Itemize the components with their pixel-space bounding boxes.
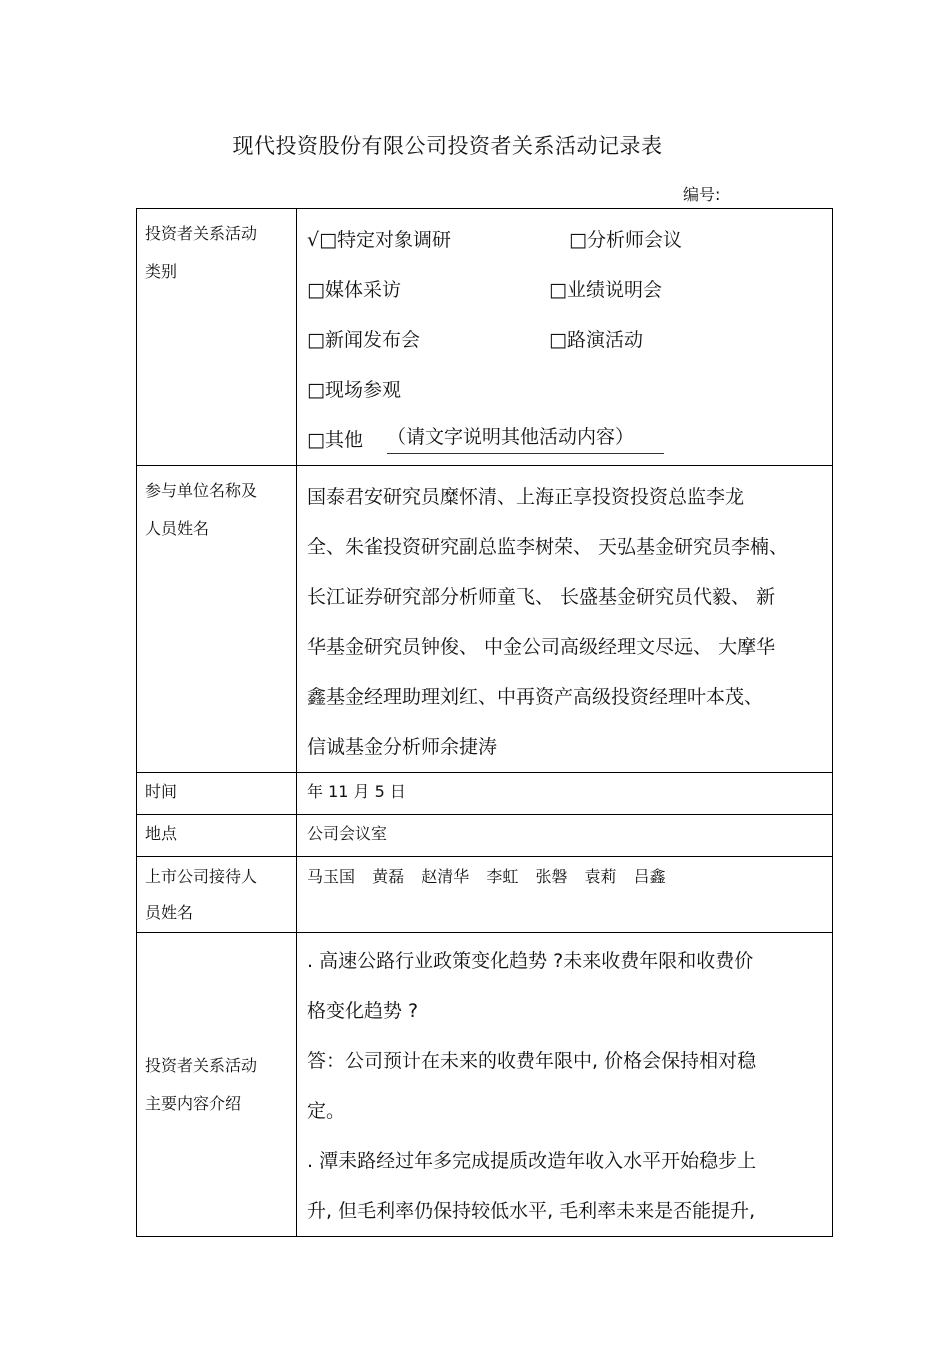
option-row	[307, 415, 832, 465]
label-time: 时间	[137, 773, 297, 815]
staff-name: 袁莉	[584, 867, 617, 886]
option-other[interactable]: □其他	[307, 429, 363, 451]
label-line: 员姓名	[145, 903, 194, 922]
option-site-visit[interactable]: □现场参观	[307, 379, 401, 401]
label-line: 人员姓名	[145, 519, 210, 538]
option-row	[307, 215, 832, 265]
label-staff	[137, 857, 297, 933]
option-row	[307, 265, 832, 315]
doc-number-label: 编号:	[683, 185, 721, 204]
participants-line: 信诚基金分析师余捷涛	[307, 736, 498, 758]
content-line: 定。	[307, 1100, 346, 1122]
label-line: 投资者关系活动	[145, 1055, 258, 1075]
content-line: 格变化趋势 ?	[307, 1000, 419, 1022]
location-value: 公司会议室	[297, 815, 833, 857]
label-line: 投资者关系活动	[145, 224, 258, 243]
document-title: 现代投资股份有限公司投资者关系活动记录表	[232, 134, 663, 158]
participants-line: 长江证券研究部分析师童飞、 长盛基金研究员代毅、 新	[307, 586, 776, 608]
label-location: 地点	[137, 815, 297, 857]
staff-names	[297, 857, 833, 933]
row-main-content	[137, 933, 833, 1237]
time-value: 年 11 月 5 日	[297, 773, 833, 815]
main-content-value	[297, 933, 833, 1237]
record-table	[136, 208, 833, 1237]
label-line: 上市公司接待人	[145, 867, 258, 886]
option-roadshow[interactable]: □路演活动	[549, 329, 643, 351]
label-line: 类别	[145, 262, 178, 281]
participants-line: 华基金研究员钟俊、 中金公司高级经理文尽远、 大摩华	[307, 636, 776, 658]
staff-name: 黄磊	[372, 867, 405, 886]
row-location	[137, 815, 833, 857]
option-press-conference[interactable]: □新闻发布会	[307, 329, 420, 351]
label-main-content	[137, 933, 297, 1237]
option-row	[307, 365, 832, 415]
row-activity-type	[137, 209, 833, 466]
content-line: 答：公司预计在未来的收费年限中, 价格会保持相对稳	[307, 1050, 757, 1072]
participants-line: 鑫基金经理助理刘红、中再资产高级投资经理叶本茂、	[307, 686, 764, 708]
staff-name: 赵清华	[421, 867, 470, 886]
content-line: . 高速公路行业政策变化趋势 ?未来收费年限和收费价	[307, 950, 754, 972]
row-participants	[137, 466, 833, 773]
content-line: 升, 但毛利率仍保持较低水平, 毛利率未来是否能提升,	[307, 1200, 756, 1222]
option-specific-research[interactable]: √□特定对象调研	[307, 229, 452, 251]
option-row	[307, 315, 832, 365]
option-media-interview[interactable]: □媒体采访	[307, 279, 401, 301]
content-line: . 潭耒路经过年多完成提质改造年收入水平开始稳步上	[307, 1150, 757, 1172]
row-time	[137, 773, 833, 815]
label-activity-type	[137, 209, 297, 466]
staff-name: 吕鑫	[633, 867, 666, 886]
row-staff	[137, 857, 833, 933]
participants-value	[297, 466, 833, 773]
staff-name: 张磐	[535, 867, 568, 886]
other-description-field[interactable]: （请文字说明其他活动内容）	[387, 423, 664, 454]
label-line: 参与单位名称及	[145, 481, 258, 500]
staff-name: 李虹	[486, 867, 519, 886]
label-participants	[137, 466, 297, 773]
participants-line: 全、朱雀投资研究副总监李树荣、 天弘基金研究员李楠、	[307, 536, 789, 558]
staff-name: 马玉国	[307, 867, 356, 886]
activity-type-options	[297, 209, 833, 466]
label-line: 主要内容介绍	[145, 1093, 242, 1113]
option-earnings-briefing[interactable]: □业绩说明会	[549, 279, 662, 301]
option-analyst-meeting[interactable]: □分析师会议	[569, 229, 682, 251]
participants-line: 国泰君安研究员糜怀清、上海正享投资投资总监李龙	[307, 486, 745, 508]
